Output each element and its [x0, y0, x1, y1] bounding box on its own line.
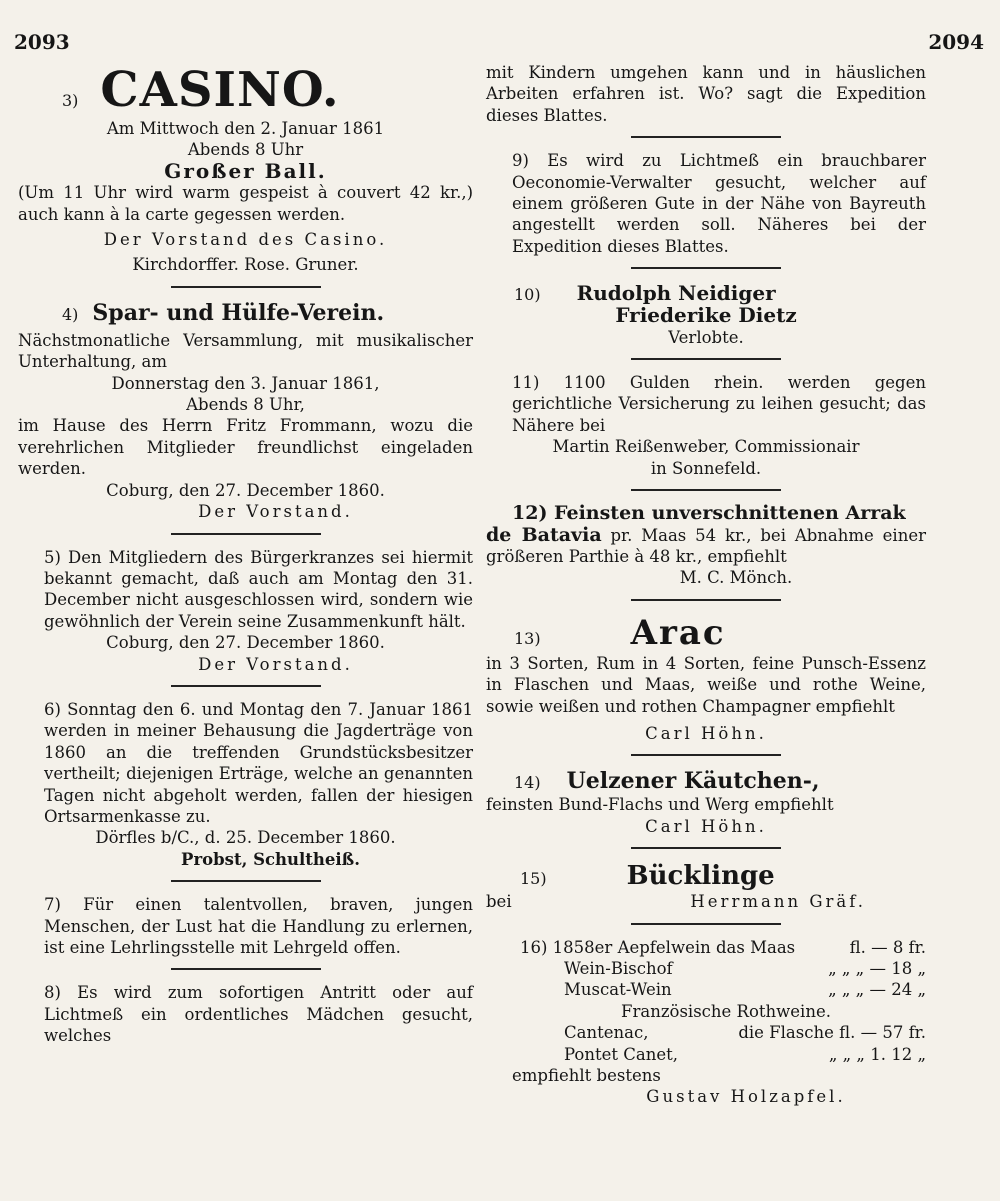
- ad-number: 3): [62, 91, 79, 110]
- divider: [631, 267, 781, 269]
- divider: [631, 754, 781, 756]
- ad-16-weine: [486, 937, 926, 1108]
- price-value: „ „ „ — 18 „: [828, 958, 926, 978]
- ad-date: Coburg, den 27. December 1860.: [106, 480, 385, 500]
- divider: [631, 358, 781, 360]
- ad-signature: Gustav Holzapfel.: [646, 1087, 846, 1107]
- divider: [631, 923, 781, 925]
- ad-number: 4): [62, 304, 79, 324]
- ad-9-verwalter: [486, 150, 926, 257]
- ad-6-jagdertraege: [18, 699, 473, 870]
- price-item: Muscat-Wein: [564, 980, 672, 1000]
- ad-line: Martin Reißenweber, Commissionair: [552, 437, 860, 457]
- ad-text: pr. Maas 54 kr., bei Abnahme einer größeren Parthie à 48 kr., empfiehlt: [486, 525, 926, 566]
- price-value: fl. — 8 fr.: [849, 937, 926, 957]
- ad-5-buergerkranz: [18, 547, 473, 675]
- ad-text: mit Kindern umgehen kann und in häuslichen Arbeiten erfahren ist. Wo? sagt die Expedition dieses Blattes.: [486, 63, 926, 125]
- price-item: Cantenac,: [564, 1023, 649, 1043]
- ad-signature: Der Vorstand.: [198, 502, 353, 522]
- ad-8-continued: [486, 62, 926, 126]
- ad-title: CASINO.: [100, 62, 340, 118]
- ad-title: Spar- und Hülfe-Verein.: [92, 299, 385, 326]
- ad-line: im Hause des Herrn Fritz Frommann, wozu die verehrlichen Mitglieder freundlichst eingeladen werden.: [18, 416, 473, 479]
- price-value: „ „ „ — 24 „: [828, 980, 926, 1000]
- ad-status: Verlobte.: [668, 327, 744, 347]
- divider: [171, 968, 321, 970]
- ad-date: Dörfles b/C., d. 25. December 1860.: [95, 828, 396, 848]
- divider: [171, 286, 321, 288]
- ad-text: 8) Es wird zum sofortigen Antritt oder auf Lichtmeß ein ordentliches Mädchen gesucht, welches: [44, 983, 473, 1046]
- ad-text: 6) Sonntag den 6. und Montag den 7. Januar 1861 werden in meiner Behausung die Jagderträge von 1860 an die treffenden Grundstücksbesitzer vertheilt; diejenigen Erträge, welche an genannten Tagen nicht abgeholt werden, fallen der hiesigen Ortsarmenkasse zu.: [44, 699, 473, 826]
- ad-text: 11) 1100 Gulden rhein. werden gegen gerichtliche Versicherung zu leihen gesucht; das Nähere bei: [512, 373, 926, 435]
- ad-line: in Sonnefeld.: [650, 458, 762, 478]
- ad-11-gulden: [486, 372, 926, 479]
- ad-10-verlobte: [486, 281, 926, 348]
- ad-signature: Herrmann Gräf.: [690, 892, 866, 912]
- ad-14-kaeutchen: [486, 768, 926, 837]
- ad-title-cont: de Batavia: [486, 523, 602, 546]
- ad-names: Kirchdorffer. Rose. Gruner.: [132, 255, 359, 275]
- ad-title: Arac: [630, 612, 726, 653]
- ad-7-lehrling: [18, 894, 473, 958]
- price-item: Wein-Bischof: [564, 958, 673, 978]
- divider: [631, 847, 781, 849]
- ad-line: Donnerstag den 3. Januar 1861,: [111, 373, 380, 393]
- ad-15-buecklinge: [486, 861, 926, 912]
- ad-8-maedchen: [18, 982, 473, 1046]
- divider: [631, 599, 781, 601]
- ad-subtitle: Großer Ball.: [164, 158, 327, 183]
- ad-line: (Um 11 Uhr wird warm gespeist à couvert 42 kr.,) auch kann à la carte gegessen werden.: [18, 183, 473, 224]
- ad-text: in 3 Sorten, Rum in 4 Sorten, feine Punsch-Essenz in Flaschen und Maas, weiße und rothe Weine, sowie weißen und rothen Champagner empfiehlt: [486, 653, 926, 716]
- price-item: Pontet Canet,: [564, 1044, 678, 1064]
- ad-name: Rudolph Neidiger: [576, 281, 776, 306]
- price-item: 16) 1858er Aepfelwein das Maas: [520, 937, 796, 957]
- ad-signature: Der Vorstand des Casino.: [103, 230, 388, 250]
- ad-date: Coburg, den 27. December 1860.: [106, 633, 385, 653]
- price-value: die Flasche fl. — 57 fr.: [738, 1023, 926, 1043]
- divider: [171, 880, 321, 882]
- ad-text: feinsten Bund-Flachs und Werg empfiehlt: [486, 795, 834, 815]
- price-value: „ „ „ 1. 12 „: [828, 1044, 926, 1064]
- page-number-left: 2093: [14, 30, 70, 54]
- ad-text: 5) Den Mitgliedern des Bürgerkranzes sei hiermit bekannt gemacht, daß auch am Montag den 31. December nicht ausgeschlossen wird, sondern wie gewöhnlich der Verein seine Zusammenkunft hält.: [44, 547, 473, 631]
- ad-4-verein: [18, 300, 473, 523]
- ad-number: 15): [520, 869, 547, 889]
- divider: [171, 533, 321, 535]
- ad-text: empfiehlt bestens: [512, 1066, 661, 1085]
- ad-title: Bücklinge: [626, 861, 775, 892]
- ad-name: Friederike Dietz: [615, 303, 797, 328]
- divider: [631, 489, 781, 491]
- ad-signature: Carl Höhn.: [645, 723, 767, 743]
- ad-text: bei: [486, 892, 512, 912]
- divider: [171, 685, 321, 687]
- ad-signature: Carl Höhn.: [645, 816, 767, 836]
- ad-line: Abends 8 Uhr,: [186, 395, 305, 415]
- divider: [631, 136, 781, 138]
- right-column: [486, 62, 926, 1108]
- ad-number: 10): [514, 285, 541, 305]
- ad-3-casino: [18, 62, 473, 276]
- ad-line: Nächstmonatliche Versammlung, mit musikalischer Unterhaltung, am: [18, 330, 473, 372]
- ad-line: Am Mittwoch den 2. Januar 1861: [106, 119, 385, 138]
- ad-line: Abends 8 Uhr: [187, 140, 304, 160]
- ad-13-arac: [486, 613, 926, 745]
- page-number-right: 2094: [928, 30, 984, 54]
- ad-title: 12) Feinsten unverschnittenen Arrak: [512, 502, 906, 525]
- ad-text: 7) Für einen talentvollen, braven, jungen Menschen, der Lust hat die Handlung zu erlernen, ist eine Lehrlingsstelle mit Lehrgeld offen.: [44, 895, 473, 957]
- ad-number: 13): [514, 628, 541, 648]
- left-column: [18, 62, 473, 1047]
- ad-title: Uelzener Käutchen-,: [566, 768, 820, 795]
- ad-number: 14): [514, 773, 541, 793]
- ad-signature: M. C. Mönch.: [679, 568, 793, 588]
- price-subheading: Französische Rothweine.: [621, 1001, 831, 1021]
- ad-signature: Probst, Schultheiß.: [181, 849, 360, 869]
- ad-12-arrak: [486, 503, 926, 589]
- ad-text: 9) Es wird zu Lichtmeß ein brauchbarer Oeconomie-Verwalter gesucht, welcher auf einem größeren Gute in der Nähe von Bayreuth angestellt werden soll. Näheres bei der Expedition dieses Blattes.: [512, 151, 926, 256]
- ad-signature: Der Vorstand.: [198, 654, 353, 674]
